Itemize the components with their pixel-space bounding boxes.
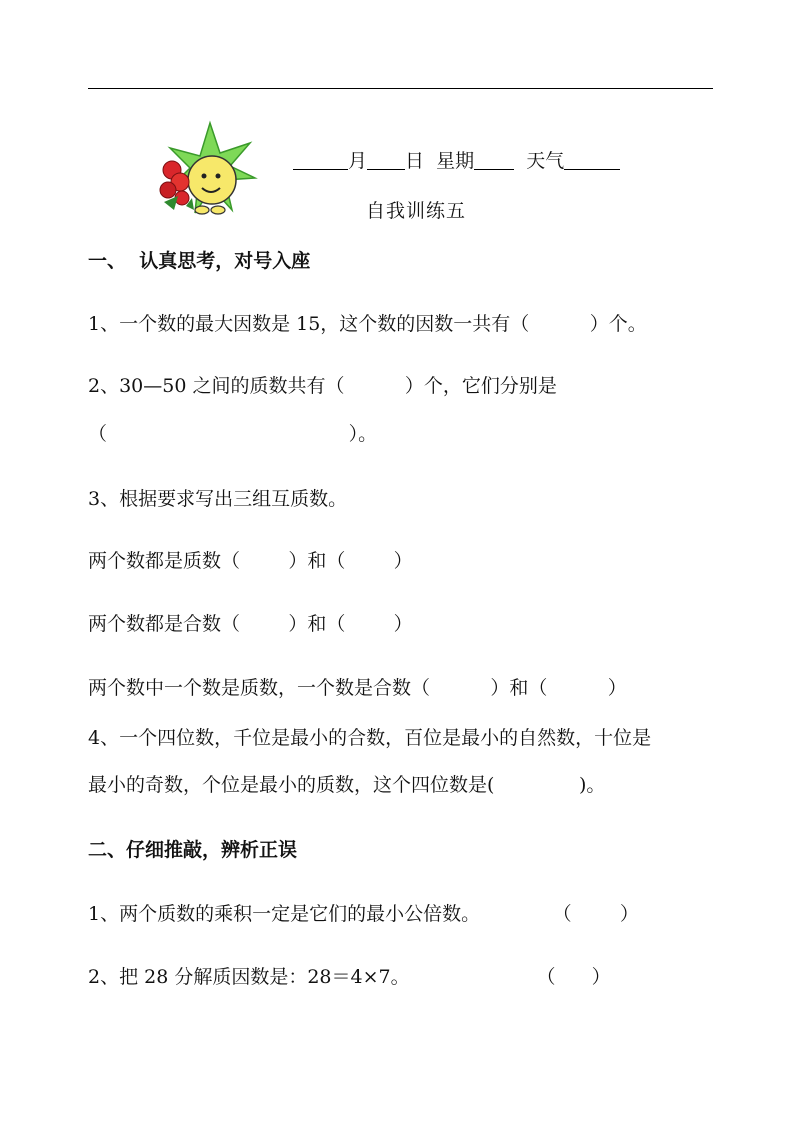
worksheet-title: 自我训练五 <box>366 200 467 222</box>
top-rule <box>88 88 713 89</box>
day-blank[interactable] <box>367 149 405 170</box>
section1-question3-primes: 两个数都是质数（ ）和（ ） <box>88 550 413 572</box>
section2-heading: 二、仔细推敲，辨析正误 <box>88 839 298 861</box>
weather-blank[interactable] <box>564 149 620 170</box>
month-blank[interactable] <box>293 149 348 170</box>
section1-question4-line1: 4、一个四位数，千位是最小的合数，百位是最小的自然数，十位是 <box>88 727 652 749</box>
section1-question3: 3、根据要求写出三组互质数。 <box>88 488 348 510</box>
section2-question1: 1、两个质数的乘积一定是它们的最小公倍数。 （ ） <box>88 903 639 925</box>
section1-question4-line2: 最小的奇数，个位是最小的质数，这个四位数是( )。 <box>88 774 606 796</box>
section1-heading: 一、 认真思考，对号入座 <box>88 250 311 272</box>
flower-smiley-clipart-icon <box>150 118 260 228</box>
weather-label: 天气 <box>526 150 565 172</box>
section1-question2-line2: （ ）。 <box>88 423 378 445</box>
section1-question2-line1: 2、30—50 之间的质数共有（ ）个，它们分别是 <box>88 375 557 397</box>
section1-question3-composites: 两个数都是合数（ ）和（ ） <box>88 613 413 635</box>
weekday-blank[interactable] <box>474 149 514 170</box>
month-label: 月 <box>348 150 368 172</box>
section1-question3-mixed: 两个数中一个数是质数，一个数是合数（ ）和（ ） <box>88 677 627 699</box>
section1-question1: 1、一个数的最大因数是 15，这个数的因数一共有（ ）个。 <box>88 313 647 335</box>
section2-question2: 2、把 28 分解质因数是：28＝4×7。 （ ） <box>88 966 611 988</box>
weekday-label: 星期 <box>436 150 475 172</box>
day-label: 日 <box>405 150 425 172</box>
date-weather-line <box>293 149 620 173</box>
